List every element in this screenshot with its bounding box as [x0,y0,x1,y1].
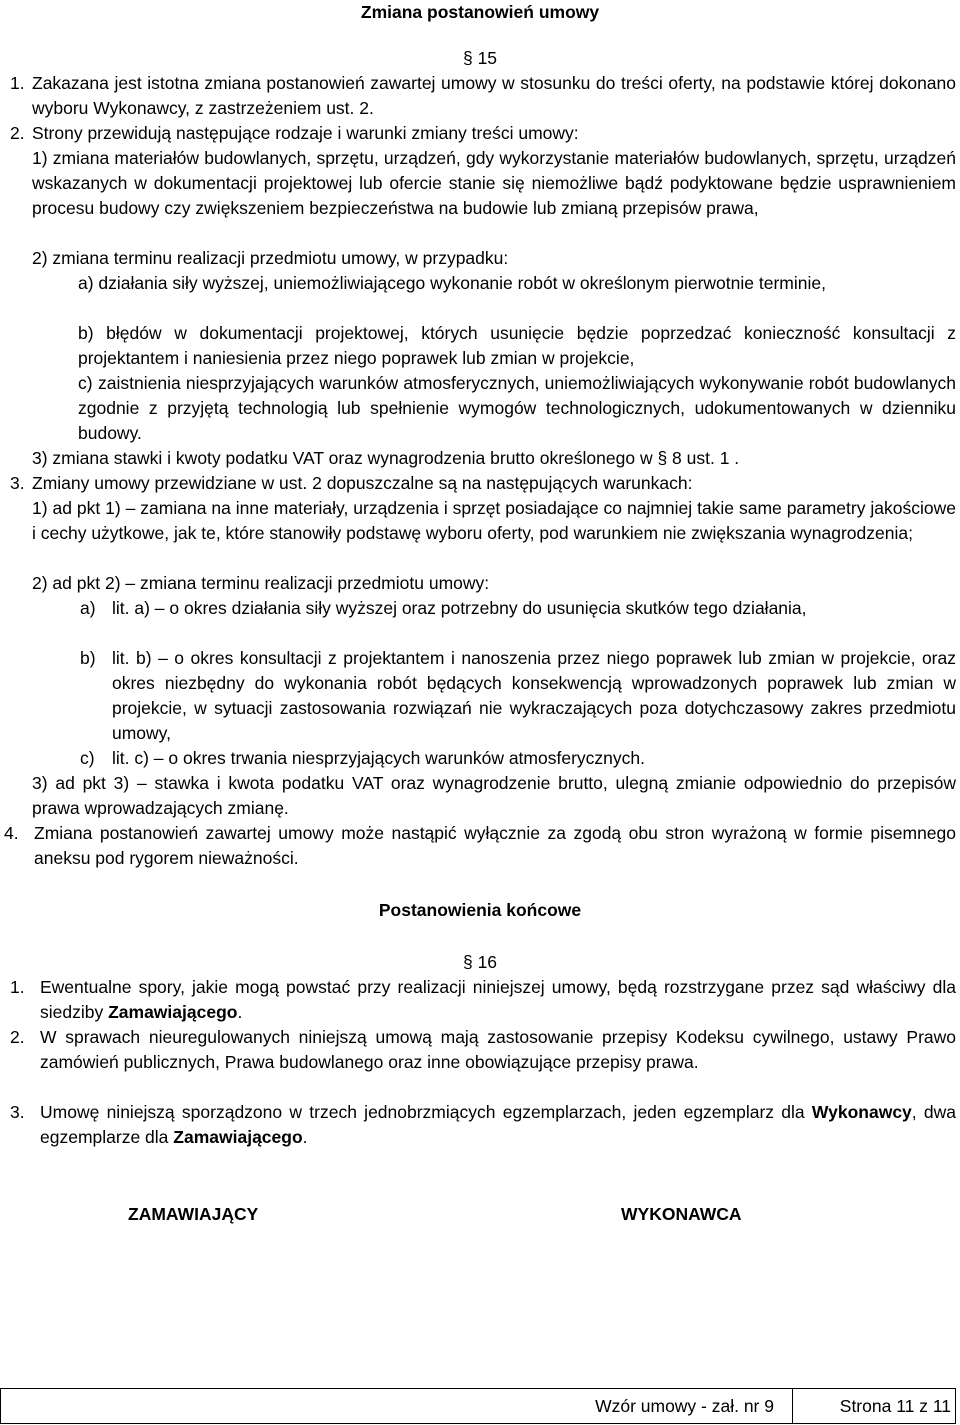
ordering-party-bold: Zamawiającego [108,1002,238,1022]
clause-2-point-1: 1) zmiana materiałów budowlanych, sprzętu, urządzeń, gdy wykorzystanie materiałów budowlanych, sprzętu, urządzeń wskazanych w dokumentacji projektowej lub ofercie stanie się niemożliwe bądź podyktowane będzie usprawnieniem procesu budowy czy zwiększeniem bezpieczeństwa na budowie lub zmianą przepisów prawa, [32,148,956,218]
clause-3-point-2c: c) lit. c) – o okres trwania niesprzyjających warunków atmosferycznych. [80,748,645,768]
page-footer [0,1388,956,1424]
clause-2-point-2: 2) zmiana terminu realizacji przedmiotu umowy, w przypadku: [32,248,509,268]
footer-document-name: Wzór umowy - zał. nr 9 [1,1389,793,1423]
clause-3-text: Zmiany umowy przewidziane w ust. 2 dopuszczalne są na następujących warunkach: [32,473,693,493]
clause-4: 4. Zmiana postanowień zawartej umowy może nastąpić wyłącznie za zgodą obu stron wyrażoną w formie pisemnego aneksu pod rygorem nieważności. [4,821,956,871]
clause-3-point-2b: b) lit. b) – o okres konsultacji z projektantem i nanoszenia przez niego poprawek lub zmian w projekcie, oraz okres niezbędny do wykonania robót będących konsekwencją wprowadzonych poprawek lub zmian w projekcie, w sytuacji zastosowania rozwiązań nie wykraczających poza dotychczasowy zakres przedmiotu umowy, [80,648,956,743]
section-title-changes: Zmiana postanowień umowy [360,2,600,22]
clause-2: 2. Strony przewidują następujące rodzaje i warunki zmiany treści umowy: [10,121,956,146]
clause-2-text: Strony przewidują następujące rodzaje i warunki zmiany treści umowy: [32,123,579,143]
signature-contractor: WYKONAWCA [621,1204,742,1224]
clause-3-point-2a: a) lit. a) – o okres działania siły wyższej oraz potrzebny do usunięcia skutków tego działania, [80,598,807,618]
contractor-bold: Wykonawcy [811,1102,912,1122]
clause-4-text: Zmiana postanowień zawartej umowy może nastąpić wyłącznie za zgodą obu stron wyrażoną w formie pisemnego aneksu pod rygorem nieważności. [34,823,956,868]
clause-3-point-3: 3) ad pkt 3) – stawka i kwota podatku VAT oraz wynagrodzenie brutto, ulegną zmianie odpowiednio do przepisów prawa wprowadzających zmianę. [32,773,956,818]
clause-2-point-2b: b) błędów w dokumentacji projektowej, których usunięcie będzie poprzedzać konieczność konsultacji z projektantem i naniesienia przez niego poprawek lub zmian w projekcie, [78,323,956,368]
clause-2-point-2a: a) działania siły wyższej, uniemożliwiającego wykonanie robót w określonym pierwotnie terminie, [78,273,826,293]
paragraph-mark-16: § 16 [462,952,498,972]
footer-page-number: Strona 11 z 11 [839,1396,951,1416]
ordering-party-bold-2: Zamawiającego [173,1127,303,1147]
final-clause-1: 1. Ewentualne spory, jakie mogą powstać przy realizacji niniejszej umowy, będą rozstrzygane przez sąd właściwy dla siedziby Zamawiającego. [10,977,956,1022]
final-clause-2: 2. W sprawach nieuregulowanych niniejszą umową mają zastosowanie przepisy Kodeksu cywilnego, ustawy Prawo zamówień publicznych, Prawa budowlanego oraz inne obowiązujące przepisy prawa. [10,1027,956,1072]
clause-1-text: Zakazana jest istotna zmiana postanowień zawartej umowy w stosunku do treści oferty, na podstawie której dokonano wyboru Wykonawcy, z zastrzeżeniem ust. 2. [32,73,956,118]
signature-ordering-party: ZAMAWIAJĄCY [128,1204,259,1224]
clause-2-point-3: 3) zmiana stawki i kwoty podatku VAT oraz wynagrodzenia brutto określonego w § 8 ust. 1 . [32,448,740,468]
clause-3-point-2: 2) ad pkt 2) – zmiana terminu realizacji przedmiotu umowy: [32,573,490,593]
final-clause-3: 3. Umowę niniejszą sporządzono w trzech jednobrzmiących egzemplarzach, jeden egzemplarz dla Wykonawcy, dwa egzemplarze dla Zamawiającego. [10,1102,956,1147]
clause-3: 3. Zmiany umowy przewidziane w ust. 2 dopuszczalne są na następujących warunkach: [10,471,956,496]
clause-1: 1. Zakazana jest istotna zmiana postanowień zawartej umowy w stosunku do treści oferty, na podstawie której dokonano wyboru Wykonawcy, z zastrzeżeniem ust. 2. [10,71,956,121]
clause-2-point-2c: c) zaistnienia niesprzyjających warunków atmosferycznych, uniemożliwiających wykonywanie robót budowlanych zgodnie z przyjętą technologią lub spełnienie wymogów technologicznych, udokumentowanych w dzienniku budowy. [78,373,956,443]
section-title-final: Postanowienia końcowe [378,900,582,920]
clause-3-point-1: 1) ad pkt 1) – zamiana na inne materiały, urządzenia i sprzęt posiadające co najmniej takie same parametry jakościowe i cechy użytkowe, jak te, które stanowiły podstawę wyboru oferty, pod warunkiem nie zwiększania wynagrodzenia; [32,498,956,543]
paragraph-mark-15: § 15 [462,48,498,68]
